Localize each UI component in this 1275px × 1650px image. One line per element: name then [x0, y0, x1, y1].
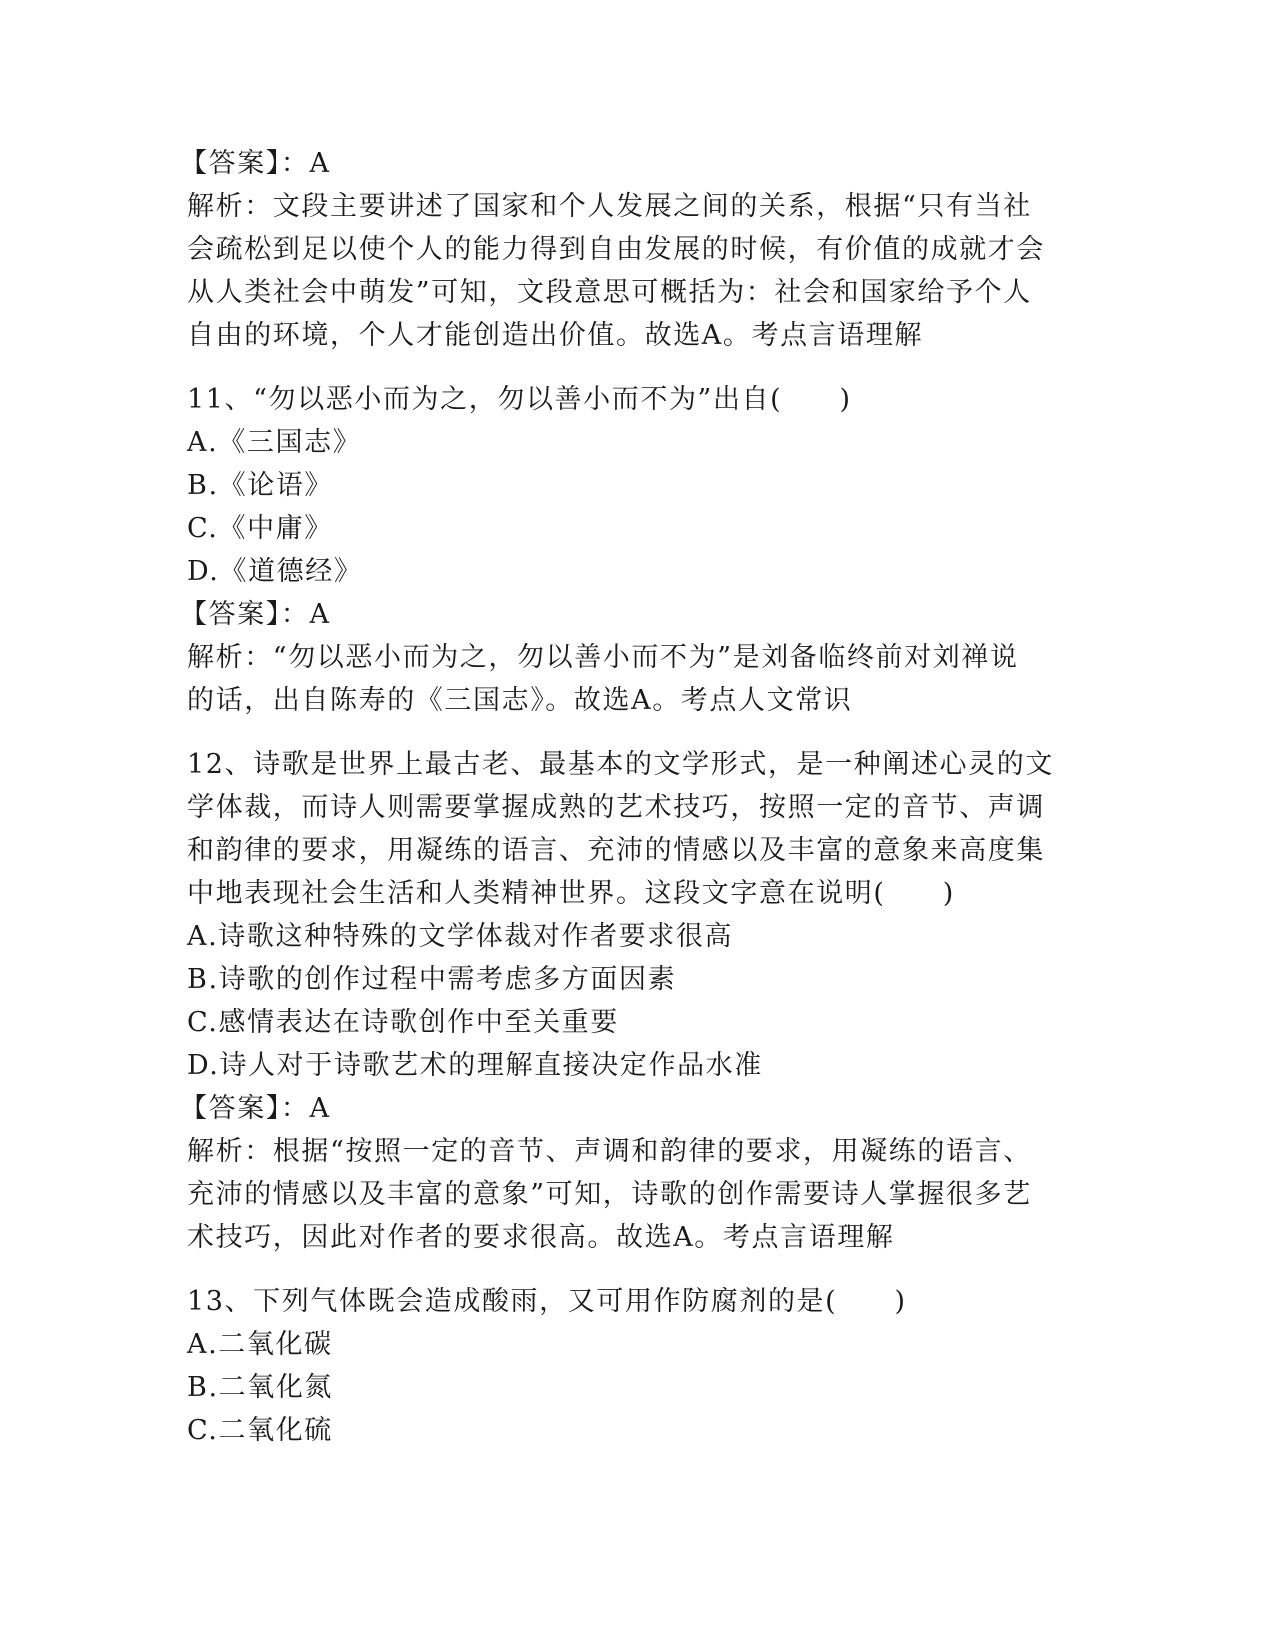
answer-block-10	[180, 142, 1057, 357]
option-b: B.二氧化氮	[187, 1372, 334, 1403]
explanation-line: 充沛的情感以及丰富的意象”可知，诗歌的创作需要诗人掌握很多艺	[187, 1179, 1032, 1210]
question-text: 13、下列气体既会造成酸雨，又可用作防腐剂的是( )	[187, 1286, 907, 1317]
question-12	[180, 743, 1057, 1259]
question-text: 学体裁，而诗人则需要掌握成熟的艺术技巧，按照一定的音节、声调	[187, 792, 1045, 823]
option-a: A.二氧化碳	[187, 1329, 333, 1360]
question-text: 11、“勿以恶小而为之，勿以善小而不为”出自( )	[187, 384, 852, 415]
answer-label: 【答案】：A	[180, 148, 331, 179]
option-a: A.诗歌这种特殊的文学体裁对作者要求很高	[187, 921, 734, 952]
explanation-line: 解析：“勿以恶小而为之，勿以善小而不为”是刘备临终前对刘禅说	[187, 642, 1019, 673]
answer-label: 【答案】：A	[180, 599, 331, 630]
option-c: C.感情表达在诗歌创作中至关重要	[187, 1007, 619, 1038]
question-text: 12、诗歌是世界上最古老、最基本的文学形式，是一种阐述心灵的文	[187, 749, 1054, 780]
document-page	[180, 142, 1057, 1452]
option-d: D.诗人对于诗歌艺术的理解直接决定作品水准	[187, 1050, 763, 1081]
explanation-line: 解析：文段主要讲述了国家和个人发展之间的关系，根据“只有当社	[187, 191, 1032, 222]
explanation-line: 解析：根据“按照一定的音节、声调和韵律的要求，用凝练的语言、	[187, 1136, 1032, 1167]
option-b: B.《论语》	[187, 470, 334, 501]
option-b: B.诗歌的创作过程中需考虑多方面因素	[187, 964, 677, 995]
option-c: C.二氧化硫	[187, 1415, 333, 1446]
answer-label: 【答案】：A	[180, 1093, 331, 1124]
explanation-line: 的话，出自陈寿的《三国志》。故选A。考点人文常识	[187, 685, 853, 716]
option-c: C.《中庸》	[187, 513, 333, 544]
question-13	[187, 1280, 1057, 1452]
option-a: A.《三国志》	[187, 427, 362, 458]
question-11	[180, 378, 1057, 722]
block-gap	[187, 357, 1057, 378]
option-d: D.《道德经》	[187, 556, 363, 587]
block-gap	[187, 722, 1057, 743]
block-gap	[187, 1259, 1057, 1280]
question-text: 中地表现社会生活和人类精神世界。这段文字意在说明( )	[187, 878, 955, 909]
explanation-line: 从人类社会中萌发”可知，文段意思可概括为：社会和国家给予个人	[187, 277, 1032, 308]
explanation-line: 术技巧，因此对作者的要求很高。故选A。考点言语理解	[187, 1222, 895, 1253]
explanation-line: 自由的环境，个人才能创造出价值。故选A。考点言语理解	[187, 320, 924, 351]
explanation-line: 会疏松到足以使个人的能力得到自由发展的时候，有价值的成就才会	[187, 234, 1045, 265]
question-text: 和韵律的要求，用凝练的语言、充沛的情感以及丰富的意象来高度集	[187, 835, 1045, 866]
